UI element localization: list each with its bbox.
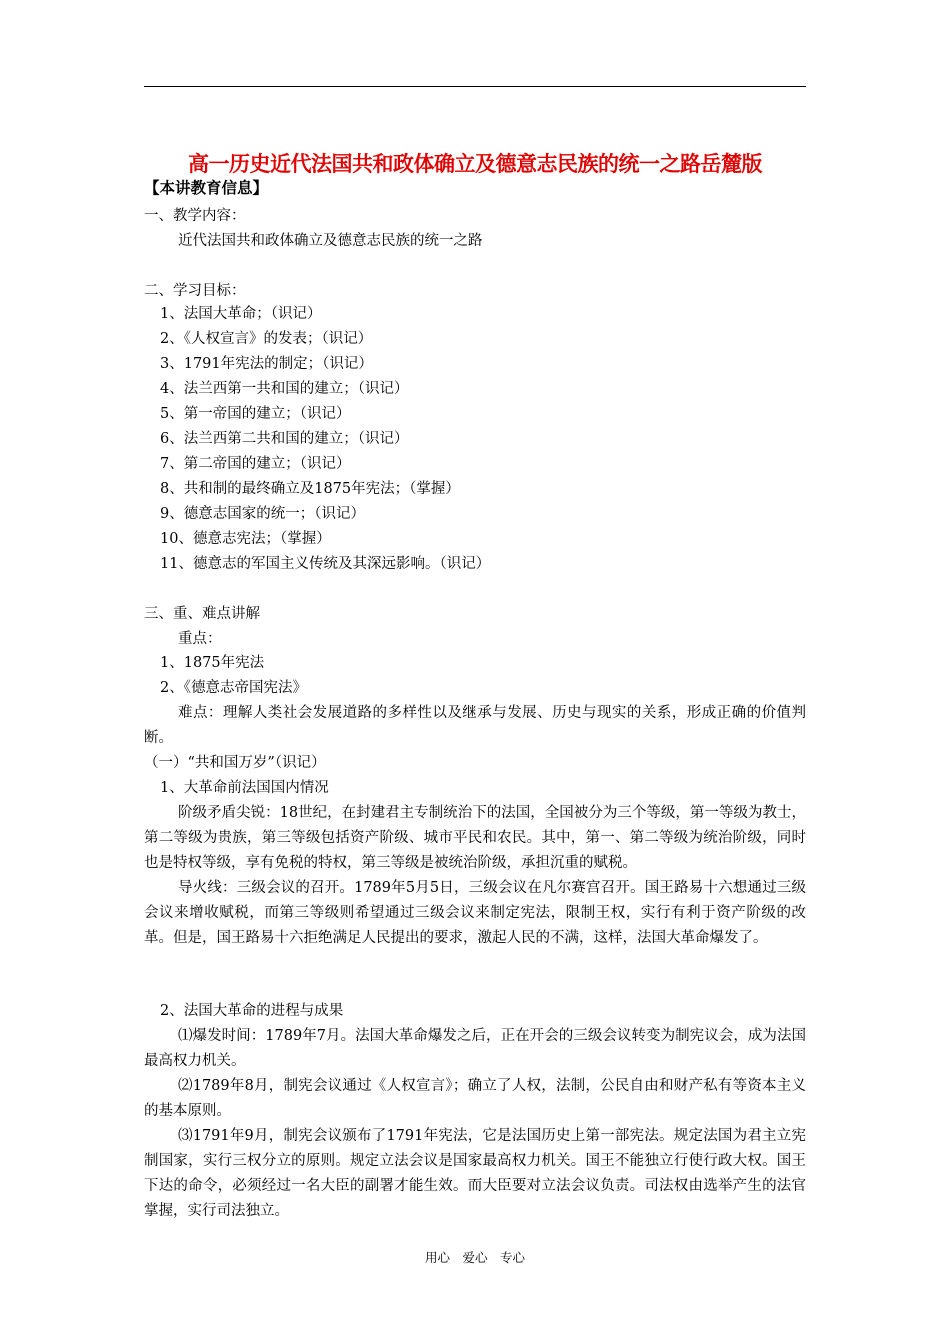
document-title: 高一历史近代法国共和政体确立及德意志民族的统一之路岳麓版 [188, 152, 762, 176]
subsection-heading: （一）“共和国万岁”（识记） [144, 755, 326, 771]
revolution-point-paragraph: ⑵1789年8月，制宪会议通过《人权宣言》；确立了人权，法制，公民自由和财产私有等资本主义的基本原则。 [144, 1078, 806, 1119]
objective-item: 4、法兰西第一共和国的建立；（识记） [160, 381, 409, 397]
objective-item: 11、德意志的军国主义传统及其深远影响。（识记） [160, 556, 491, 572]
subsection-item: 1、大革命前法国国内情况 [160, 780, 329, 796]
part1-content: 近代法国共和政体确立及德意志民族的统一之路 [178, 233, 483, 249]
class-conflict-paragraph: 阶级矛盾尖锐：18世纪，在封建君主专制统治下的法国，全国被分为三个等级，第一等级为教士，第二等级为贵族，第三等级包括资产阶级、城市平民和农民。其中，第一、第二等级为统治阶级，同时也是特权等级，享有免税的特权，第三等级是被统治阶级，承担沉重的赋税。 [144, 805, 806, 871]
objective-item: 10、德意志宪法；（掌握） [160, 531, 331, 547]
objective-item: 7、第二帝国的建立；（识记） [160, 456, 351, 472]
header-rule [144, 86, 806, 87]
objective-item: 3、1791年宪法的制定；（识记） [160, 356, 373, 372]
key-points-label: 重点： [178, 631, 222, 647]
objective-item: 6、法兰西第二共和国的建立；（识记） [160, 431, 409, 447]
objective-item: 8、共和制的最终确立及1875年宪法；（掌握） [160, 481, 460, 497]
section-header: 【本讲教育信息】 [144, 179, 269, 197]
objective-item: 9、德意志国家的统一；（识记） [160, 506, 365, 522]
revolution-point-paragraph: ⑶1791年9月，制宪会议颁布了1791年宪法，它是法国历史上第一部宪法。规定法国为君主立宪制国家，实行三权分立的原则。规定立法会议是国家最高权力机关。国王不能独立行使行政大权。国王下达的命令，必须经过一名大臣的副署才能生效。而大臣要对立法会议负责。司法权由选举产生的法官掌握，实行司法独立。 [144, 1128, 806, 1219]
key-point-item: 2、《德意志帝国宪法》 [160, 680, 307, 696]
key-point-item: 1、1875年宪法 [160, 655, 265, 671]
objective-item: 2、《人权宣言》的发表；（识记） [160, 331, 373, 347]
part2-heading: 二、学习目标： [144, 283, 246, 299]
part1-heading: 一、教学内容： [144, 208, 246, 224]
difficulty-paragraph: 难点：理解人类社会发展道路的多样性以及继承与发展、历史与现实的关系，形成正确的价值判断。 [144, 705, 806, 746]
objective-item: 1、法国大革命；（识记） [160, 306, 322, 322]
part3-heading: 三、重、难点讲解 [144, 606, 260, 622]
trigger-paragraph: 导火线：三级会议的召开。1789年5月5日，三级会议在凡尔赛宫召开。国王路易十六想通过三级会议来增收赋税，而第三等级则希望通过三级会议来制定宪法，限制王权，实行有利于资产阶级的改革。但是，国王路易十六拒绝满足人民提出的要求，激起人民的不满，这样，法国大革命爆发了。 [144, 880, 806, 946]
page-footer: 用心 爱心 专心 [424, 1250, 525, 1265]
revolution-point-paragraph: ⑴爆发时间：1789年7月。法国大革命爆发之后，正在开会的三级会议转变为制宪议会，成为法国最高权力机关。 [144, 1028, 806, 1069]
objective-item: 5、第一帝国的建立；（识记） [160, 406, 351, 422]
subsection-item: 2、法国大革命的进程与成果 [160, 1003, 344, 1019]
